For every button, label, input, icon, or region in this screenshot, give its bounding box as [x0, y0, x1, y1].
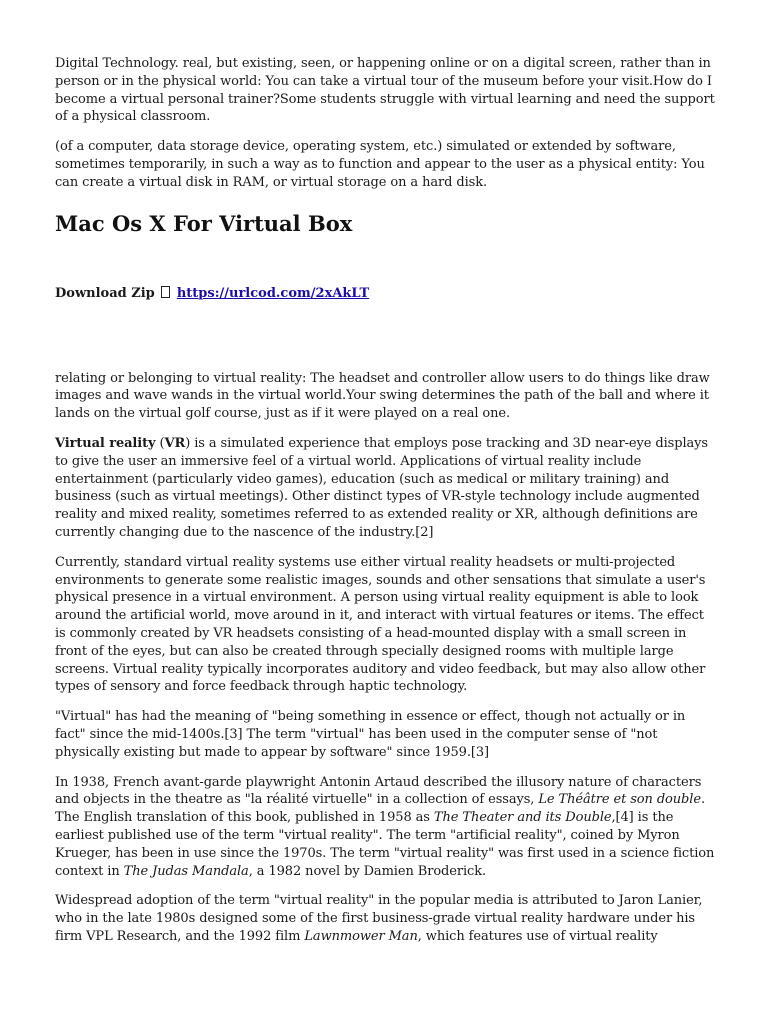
- body-paragraph-5: Currently, standard virtual reality systems use either virtual reality headsets or multi-projected environments to generate some realistic images, sounds and other sensations that simulate a user's physical presence in a virtual environment. A person using virtual reality equipment is able to look around the artificial world, move around in it, and interact with virtual features or items. The effect is commonly created by VR headsets consisting of a head-mounted display with a small screen in front of the eyes, but can also be created through specially designed rooms with multiple large screens. Virtual reality typically incorporates auditory and video feedback, but may also allow other types of sensory and force feedback through haptic technology.: [55, 554, 706, 695]
- p7-d: , a 1982 novel by Damien Broderick.: [248, 863, 487, 879]
- document-page: [55, 55, 717, 958]
- book-title-3: The Judas Mandala: [123, 863, 249, 879]
- page-title: Mac Os X For Virtual Box: [55, 210, 353, 236]
- body-paragraph-4: [55, 435, 717, 542]
- spacer: [55, 303, 717, 370]
- missing-glyph-icon: [161, 286, 170, 298]
- p7-a: In 1938, French avant-garde playwright Antonin Artaud described the illusory nature of characters and objects in the theatre as "la réalité virtuelle" in a collection of essays,: [55, 774, 702, 808]
- intro-paragraph-1: Digital Technology. real, but existing, seen, or happening online or on a digital screen, rather than in person or in the physical world: You can take a virtual tour of the museum before your visit.How do I become a virtual personal trainer?Some students struggle with virtual learning and need the support of a physical classroom.: [55, 56, 715, 125]
- body-paragraph-6: "Virtual" has had the meaning of "being something in essence or effect, though not actually or in fact" since the mid-1400s.[3] The term "virtual" has been used in the computer sense of "not physically existing but made to appear by software" since 1959.[3]: [55, 709, 686, 760]
- vr-abbr: VR: [164, 435, 186, 451]
- p7-c: ,[4] is the earliest published use of the term "virtual reality". The term "artificial reality", coined by Myron Krueger, has been in use since the 1970s. The term "virtual reality" was first used in a science fiction context in: [55, 810, 715, 879]
- vr-term: Virtual reality: [55, 435, 156, 451]
- download-link[interactable]: https://urlcod.com/2xAkLT: [176, 285, 370, 301]
- body-paragraph-7: [55, 774, 717, 881]
- film-title: Lawnmower Man: [304, 928, 418, 944]
- book-title-1: Le Théâtre et son double: [538, 792, 701, 808]
- intro-paragraph-2: (of a computer, data storage device, operating system, etc.) simulated or extended by software, sometimes temporarily, in such a way as to function and appear to the user as a physical entity: You can create a virtual disk in RAM, or virtual storage on a hard disk.: [55, 139, 705, 190]
- p7-b: . The English translation of this book, published in 1958 as: [55, 792, 705, 826]
- p4-rest: ) is a simulated experience that employs pose tracking and 3D near-eye displays to give the user an immersive feel of a virtual world. Applications of virtual reality include entertainment (particularly video games), education (such as medical or military training) and business (such as virtual meetings). Other distinct types of VR-style technology include augmented reality and mixed reality, sometimes referred to as extended reality or XR, although definitions are currently changing due to the nascence of the industry.[2]: [55, 435, 708, 540]
- p4-open: (: [155, 435, 165, 451]
- download-line: [55, 285, 717, 303]
- p8-b: , which features use of virtual reality: [417, 928, 658, 944]
- body-paragraph-3: relating or belonging to virtual reality: The headset and controller allow users to do things like draw images and wave wands in the virtual world.Your swing determines the path of the ball and where it lands on the virtual golf course, just as if it were played on a real one.: [55, 370, 710, 422]
- body-paragraph-8: [55, 892, 717, 945]
- download-label: Download Zip: [55, 285, 155, 301]
- book-title-2: The Theater and its Double: [433, 810, 612, 826]
- p8-a: Widespread adoption of the term "virtual reality" in the popular media is attributed to Jaron Lanier, who in the late 1980s designed some of the first business-grade virtual reality hardware under his firm VPL Research, and the 1992 film: [55, 893, 703, 944]
